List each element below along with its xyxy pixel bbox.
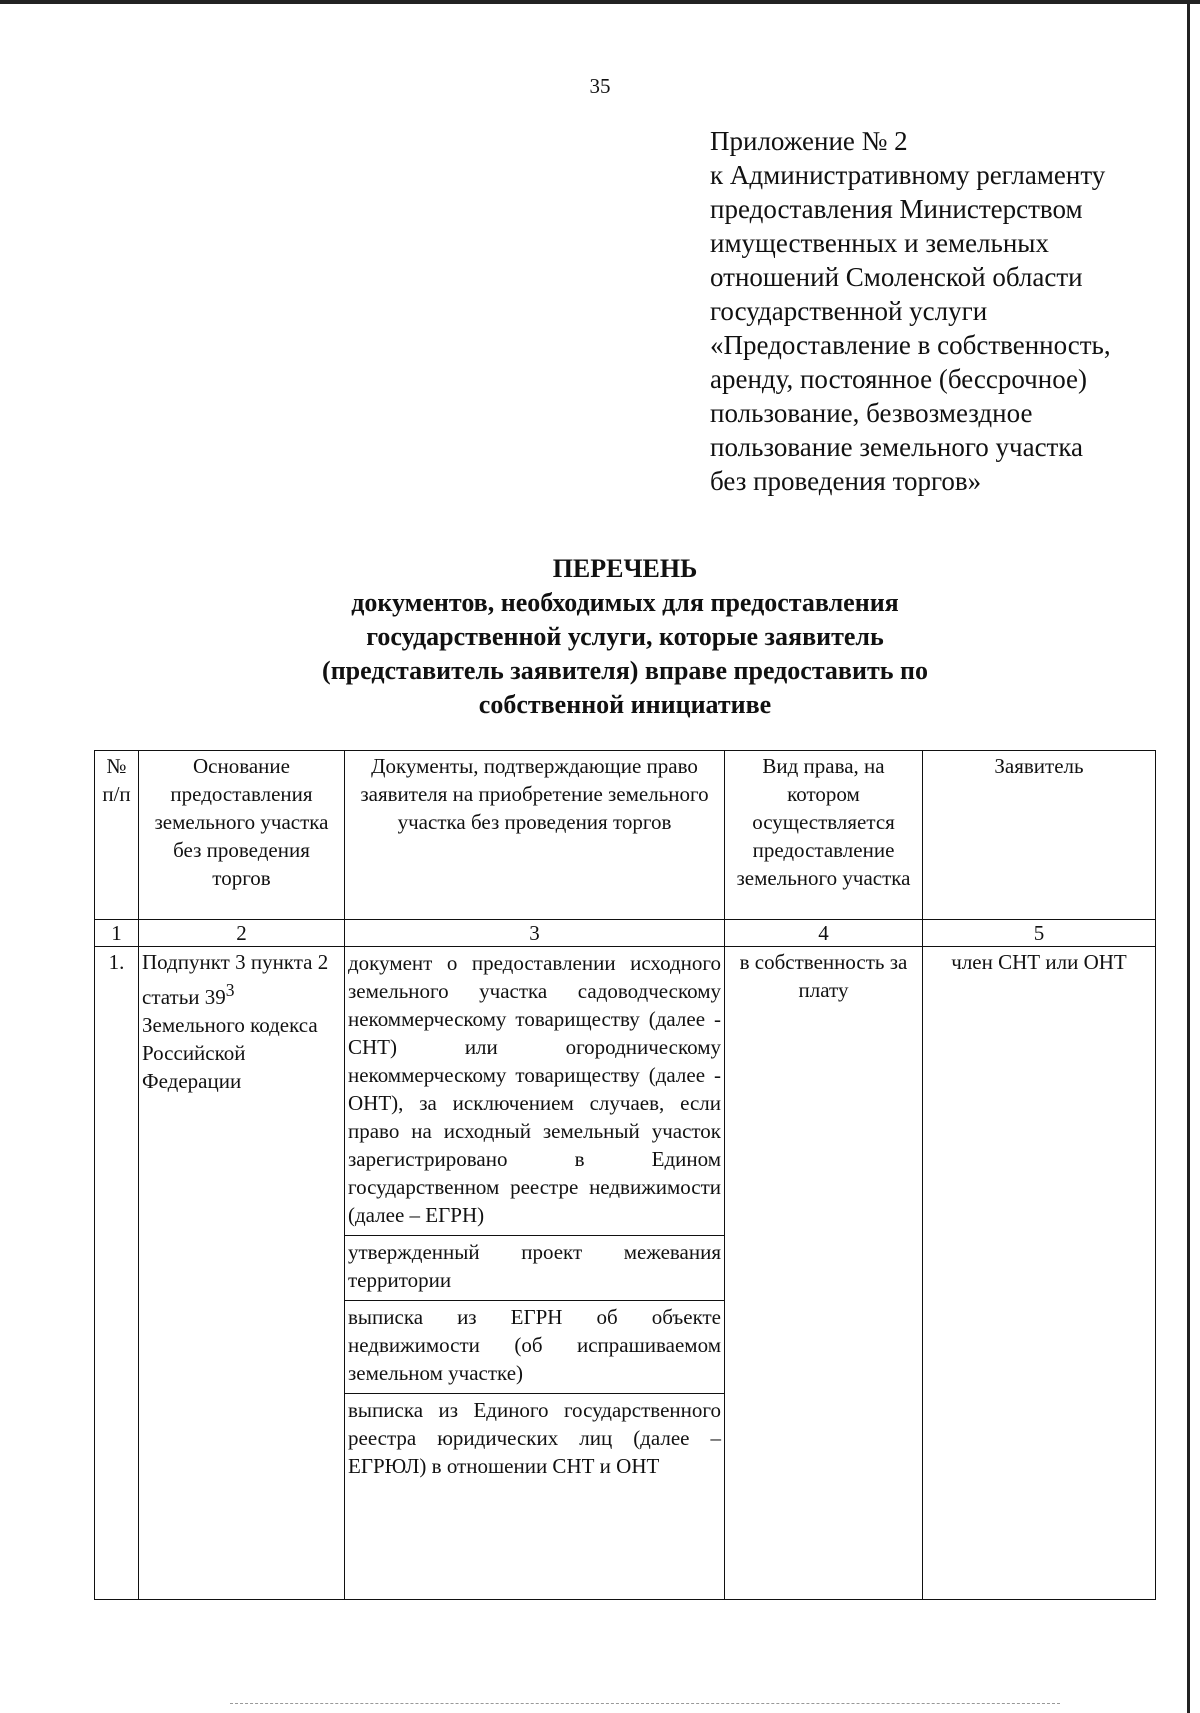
- header-basis: Основание предоставления земельного участка без проведения торгов: [139, 751, 345, 920]
- appendix-line: имущественных и земельных: [710, 228, 1049, 258]
- document-item: выписка из ЕГРН об объекте недвижимости (об испрашиваемом земельном участке): [345, 1301, 724, 1394]
- row-basis: [139, 947, 345, 1600]
- appendix-line: пользование земельного участка: [710, 432, 1084, 462]
- document-title: [0, 552, 1200, 722]
- scan-bottom-artifact: [230, 1703, 1060, 1705]
- title-subtitle-line: собственной инициативе: [478, 690, 772, 719]
- appendix-line: без проведения торгов»: [710, 466, 982, 496]
- column-number: 3: [345, 920, 725, 947]
- title-subtitle-line: (представитель заявителя) вправе предоставить по: [322, 656, 928, 685]
- table-row: [95, 947, 1156, 1600]
- row-documents: [345, 947, 725, 1600]
- column-number: 2: [139, 920, 345, 947]
- title-subtitle-line: документов, необходимых для предоставления: [351, 588, 899, 617]
- column-number: 5: [923, 920, 1156, 947]
- title-main: ПЕРЕЧЕНЬ: [552, 554, 698, 583]
- page-number: 35: [589, 74, 611, 98]
- appendix-line: пользование, безвозмездное: [710, 398, 1033, 428]
- appendix-header: [710, 124, 1190, 498]
- appendix-line: «Предоставление в собственность,: [710, 330, 1111, 360]
- header-right-type: Вид права, на котором осуществляется предоставление земельного участка: [725, 751, 923, 920]
- appendix-line: предоставления Министерством: [710, 194, 1083, 224]
- appendix-line: государственной услуги: [710, 296, 988, 326]
- basis-text: Подпункт 3 пункта 2 статьи 39: [142, 950, 329, 1009]
- header-documents: Документы, подтверждающие право заявителя на приобретение земельного участка без проведения торгов: [345, 751, 725, 920]
- appendix-line: к Административному регламенту: [710, 160, 1106, 190]
- document-item: документ о предоставлении исходного земельного участка садоводческому некоммерческому товариществу (далее - СНТ) или огородническому некоммерческому товариществу (далее - ОНТ), за исключением случаев, если право на исходный земельный участок зарегистрировано в Едином государственном реестре недвижимости (далее – ЕГРН): [345, 947, 724, 1236]
- appendix-line: Приложение № 2: [710, 126, 908, 156]
- scan-edge-top: [0, 0, 1200, 4]
- header-number: № п/п: [95, 751, 139, 920]
- document-item: выписка из Единого государственного реестра юридических лиц (далее – ЕГРЮЛ) в отношении СНТ и ОНТ: [348, 1398, 721, 1478]
- row-applicant: член СНТ или ОНТ: [923, 947, 1156, 1600]
- basis-text-rest: Земельного кодекса Российской Федерации: [142, 1013, 318, 1093]
- appendix-line: отношений Смоленской области: [710, 262, 1083, 292]
- header-applicant: Заявитель: [923, 751, 1156, 920]
- appendix-line: аренду, постоянное (бессрочное): [710, 364, 1087, 394]
- title-subtitle-line: государственной услуги, которые заявитель: [366, 622, 884, 651]
- column-number: 1: [95, 920, 139, 947]
- table-header-row: [95, 751, 1156, 920]
- documents-table: [94, 750, 1156, 1600]
- row-right-type: в собственность за плату: [725, 947, 923, 1600]
- column-numbers-row: [95, 920, 1156, 947]
- basis-superscript: 3: [225, 980, 235, 1000]
- document-item: утвержденный проект межевания территории: [345, 1236, 724, 1301]
- row-number: 1.: [95, 947, 139, 1600]
- column-number: 4: [725, 920, 923, 947]
